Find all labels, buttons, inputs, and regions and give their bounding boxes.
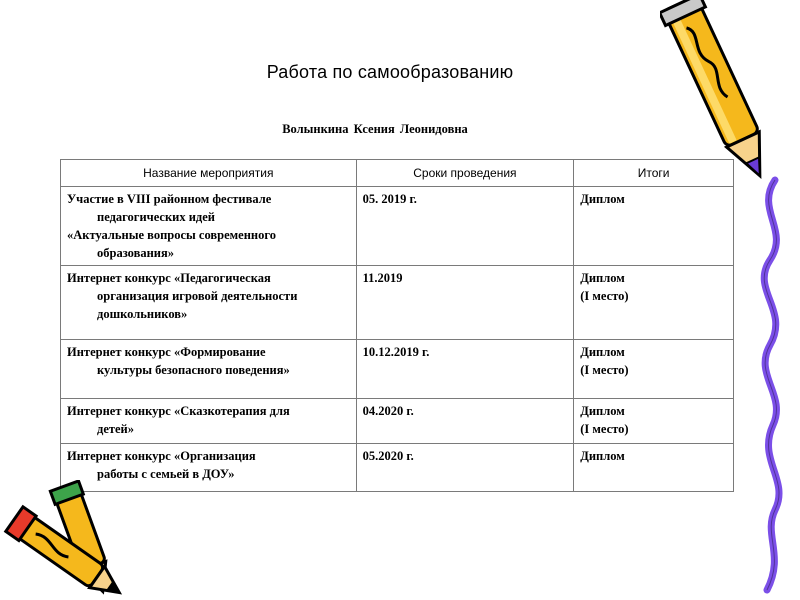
event-cell [61, 399, 357, 444]
date-cell: 05. 2019 г. [356, 187, 574, 266]
header-dates: Сроки проведения [356, 160, 574, 187]
author-name: Волынкина Ксения Леонидовна [282, 122, 468, 136]
result-cell [574, 340, 734, 399]
header-event-name: Название мероприятия [61, 160, 357, 187]
event-line: Интернет конкурс «Педагогическая [67, 271, 271, 285]
event-line: работы с семьей в ДОУ» [97, 467, 235, 481]
event-line: образования» [97, 246, 175, 260]
event-line: Участие в VIII районном фестивале [67, 192, 272, 206]
event-cell [61, 266, 357, 340]
result-line: Диплом [580, 271, 625, 285]
squiggle-line [735, 175, 800, 595]
table-row [61, 266, 734, 340]
date-cell: 10.12.2019 г. [356, 340, 574, 399]
result-line: (I место) [580, 289, 629, 303]
table-header-row [61, 160, 734, 187]
event-line: «Актуальные вопросы современного [67, 228, 276, 242]
result-cell [574, 266, 734, 340]
header-results: Итоги [574, 160, 734, 187]
result-line: (I место) [580, 422, 629, 436]
date-cell: 04.2020 г. [356, 399, 574, 444]
result-line: Диплом [580, 449, 625, 463]
result-cell [574, 444, 734, 492]
date-cell: 05.2020 г. [356, 444, 574, 492]
event-line: дошкольников» [97, 307, 188, 321]
event-line: Интернет конкурс «Организация [67, 449, 256, 463]
result-line: Диплом [580, 404, 625, 418]
event-cell [61, 340, 357, 399]
table-row [61, 340, 734, 399]
table-row [61, 187, 734, 266]
date-cell: 11.2019 [356, 266, 574, 340]
event-line: Интернет конкурс «Сказкотерапия для [67, 404, 290, 418]
table-row [61, 399, 734, 444]
events-table [60, 159, 734, 492]
event-line: культуры безопасного поведения» [97, 363, 290, 377]
result-line: Диплом [580, 345, 625, 359]
pencils-icon [0, 480, 165, 598]
result-cell [574, 187, 734, 266]
event-line: организация игровой деятельности [97, 289, 298, 303]
page-title: Работа по самообразованию [266, 62, 514, 82]
result-line: Диплом [580, 192, 625, 206]
event-cell [61, 187, 357, 266]
event-line: детей» [97, 422, 135, 436]
result-cell [574, 399, 734, 444]
result-line: (I место) [580, 363, 629, 377]
event-line: педагогических идей [97, 210, 216, 224]
event-line: Интернет конкурс «Формирование [67, 345, 266, 359]
pencil-icon [660, 0, 785, 195]
